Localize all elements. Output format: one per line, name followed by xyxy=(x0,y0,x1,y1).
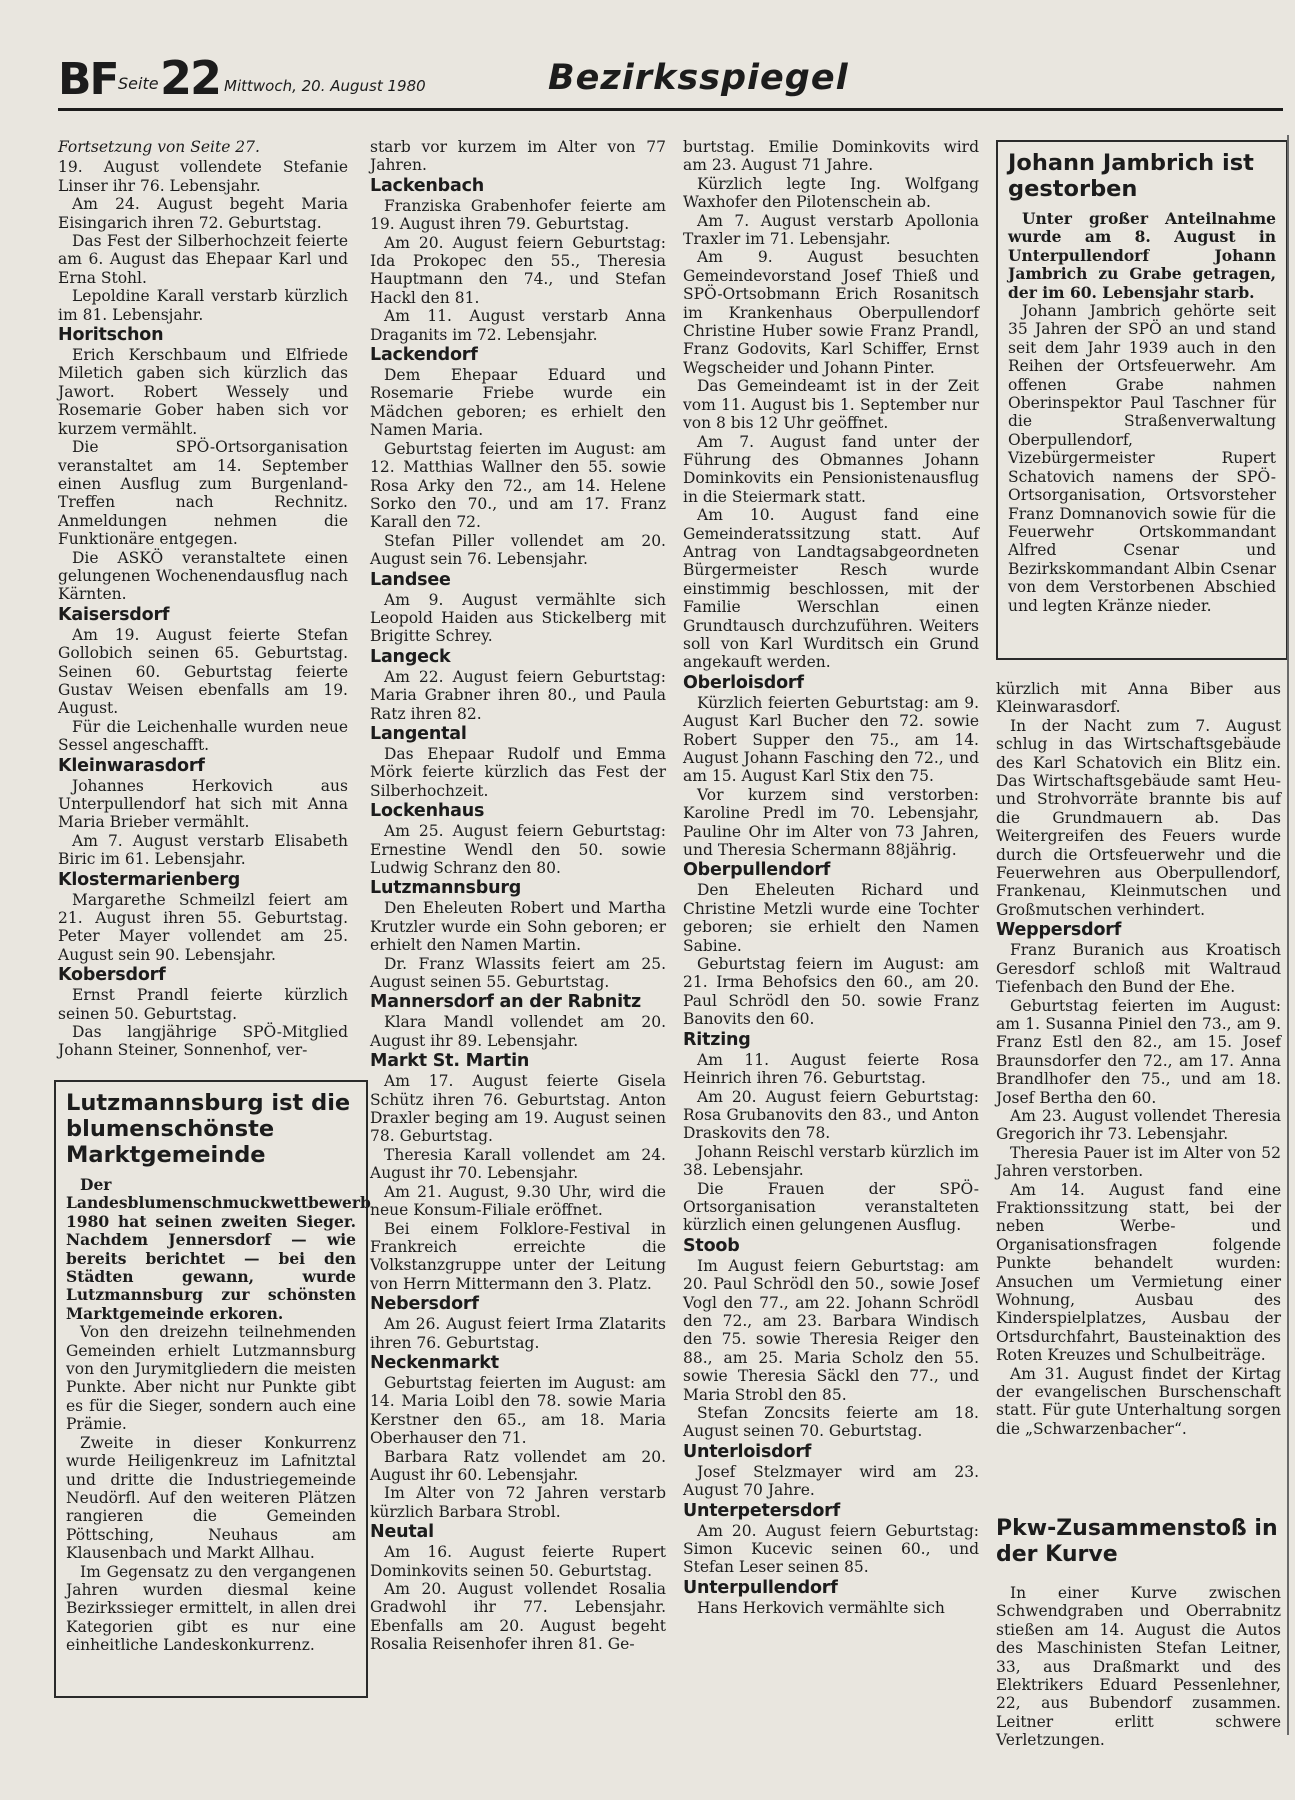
locality-heading: Unterpullendorf xyxy=(683,1577,838,1598)
news-paragraph: Dem Ehepaar Eduard und Rosemarie Friebe wurde ein Mädchen geboren; es erhielt den Namen Maria. xyxy=(370,366,666,440)
news-paragraph: Am 7. August fand unter der Führung des Obmannes Johann Dominkovits ein Pensionistenausflug in die Steiermark statt. xyxy=(683,432,979,506)
section-title: Bezirksspiegel xyxy=(548,58,849,98)
news-paragraph: Am 20. August feiern Geburtstag: Rosa Grubanovits den 83., und Anton Draskovits den 78. xyxy=(683,1087,979,1143)
header-rule xyxy=(58,108,1283,111)
news-paragraph: 19. August vollendete Stefanie Linser ihr 76. Lebensjahr. xyxy=(58,158,348,195)
news-paragraph: Josef Stelzmayer wird am 23. August 70 Jahre. xyxy=(683,1462,979,1500)
news-paragraph: Am 14. August fand eine Fraktionssitzung statt, bei der neben Werbe- und Organisationsfragen folgende Punkte behandelt wurden: Ansuchen um Vermietung einer Wohnung, Ausbau des Kinderspielplatzes, Ausbau der Ortsdurchfahrt, Bausteinaktion des Roten Kreuzes und Schulbeiträge. xyxy=(996,1180,1281,1365)
column-4 xyxy=(996,680,1281,1728)
news-paragraph: Franziska Grabenhofer feierte am 19. August ihren 79. Geburtstag. xyxy=(370,196,666,234)
article-box-lutzmannsburg xyxy=(54,1080,371,1698)
news-paragraph: Am 25. August feiern Geburtstag: Ernestine Wendl den 50. sowie Ludwig Schranz den 80. xyxy=(370,822,666,877)
news-paragraph: Hans Herkovich vermählte sich xyxy=(697,1598,945,1617)
issue-date: Mittwoch, 20. August 1980 xyxy=(224,77,426,95)
news-paragraph: Erich Kerschbaum und Elfriede Miletich gaben sich kürzlich das Jawort. Robert Wessely und Rosemarie Gober haben sich vor kurzem vermählt. xyxy=(58,346,348,438)
news-paragraph: starb vor kurzem im Alter von 77 Jahren. xyxy=(370,138,666,175)
news-paragraph: Kürzlich feierten Geburtstag: am 9. August Karl Bucher den 72. sowie Robert Supper den 75., am 14. August Johann Fasching den 72., und am 15. August Karl Stix den 75. xyxy=(683,693,979,786)
locality-heading: Klostermarienberg xyxy=(58,869,241,890)
news-paragraph: Geburtstag feierten im August: am 14. Maria Loibl den 78. sowie Maria Kerstner den 65., am 18. Maria Oberhauser den 71. xyxy=(370,1373,666,1448)
news-paragraph: Am 11. August verstarb Anna Draganits im 72. Lebensjahr. xyxy=(370,307,666,344)
article-lead: Der Landesblumenschmuckwettbewerb 1980 hat seinen zweiten Sieger. Nachdem Jennersdorf — wie bereits berichtet — bei den Städten gewann, wurde Lutzmannsburg zur schönsten Marktgemeinde erkoren. xyxy=(66,1175,371,1323)
locality-heading: Neutal xyxy=(370,1522,434,1543)
locality-heading: Unterloisdorf xyxy=(683,1441,812,1462)
news-paragraph: Stefan Zoncsits feierte am 18. August seinen 70. Geburtstag. xyxy=(683,1404,979,1441)
news-paragraph: Am 10. August fand eine Gemeinderatssitzung statt. Auf Antrag von Landtagsabgeordneten Bürgermeister Resch wurde einstimmig beschlossen, mit der Familie Werschlan einen Grundtausch durchzuführen. Weiters soll von Karl Wurditsch ein Grund angekauft werden. xyxy=(683,506,979,672)
news-paragraph: Für die Leichenhalle wurden neue Sessel angeschafft. xyxy=(58,717,348,755)
column-3 xyxy=(683,138,979,1728)
article-paragraph: Von den dreizehn teilnehmenden Gemeinden erhielt Lutzmannsburg von den Jurymitgliedern die meisten Punkte. Aber nicht nur Punkte gibt es für die Sieger, sondern auch eine Prämie. xyxy=(66,1323,356,1434)
news-paragraph: Das Fest der Silberhochzeit feierte am 6. August das Ehepaar Karl und Erna Stohl. xyxy=(58,232,348,287)
locality-heading: Markt St. Martin xyxy=(370,1051,530,1072)
locality-heading: Unterpetersdorf xyxy=(683,1500,841,1521)
continuation-note: Fortsetzung von Seite 27. xyxy=(58,138,260,156)
news-paragraph: Franz Buranich aus Kroatisch Geresdorf schloß mit Waltraud Tiefenbach den Bund der Ehe. xyxy=(996,941,1281,997)
article-headline: Lutzmannsburg ist die blumenschönste Marktgemeinde xyxy=(66,1090,351,1168)
article-paragraph: Zweite in dieser Konkurrenz wurde Heiligenkreuz im Lafnitztal und dritte die Industriegemeinde Neudörfl. Auf den weiteren Plätzen rangieren die Gemeinden Pöttsching, Neuhaus am Klausenbach und Markt Allhau. xyxy=(66,1433,356,1563)
article-pkw xyxy=(996,1584,1281,1750)
news-paragraph: Lepoldine Karall verstarb kürzlich im 81. Lebensjahr. xyxy=(58,287,348,324)
news-paragraph: Barbara Ratz vollendet am 20. August ihr 60. Lebensjahr. xyxy=(370,1447,666,1484)
locality-heading: Oberloisdorf xyxy=(683,672,804,693)
locality-heading: Lutzmannsburg xyxy=(370,878,522,899)
news-paragraph: Am 20. August feiern Geburtstag: Simon Kucevic seinen 60., und Stefan Leser seinen 85. xyxy=(683,1521,979,1577)
news-paragraph: Die SPÖ-Ortsorganisation veranstaltet am 14. September einen Ausflug zum Burgenland-Treffen nach Rechnitz. Anmeldungen nehmen die Funktionäre entgegen. xyxy=(58,438,348,549)
news-paragraph: Geburtstag feiern im August: am 21. Irma Behofsics den 60., am 20. Paul Schrödl den 50. sowie Franz Banovits den 60. xyxy=(683,955,979,1029)
news-paragraph: Johannes Herkovich aus Unterpullendorf hat sich mit Anna Maria Brieber vermählt. xyxy=(58,776,348,832)
news-paragraph: Die ASKÖ veranstaltete einen gelungenen Wochenendausflug nach Kärnten. xyxy=(58,548,348,604)
article-box-jambrich xyxy=(996,140,1288,660)
locality-heading: Kleinwarasdorf xyxy=(58,755,205,776)
news-paragraph: Ernst Prandl feierte kürzlich seinen 50. Geburtstag. xyxy=(58,986,348,1023)
paper-logo: BF xyxy=(58,54,118,105)
locality-heading: Kaisersdorf xyxy=(58,604,170,625)
news-paragraph: Stefan Piller vollendet am 20. August sein 76. Lebensjahr. xyxy=(370,531,666,569)
locality-heading: Ritzing xyxy=(683,1029,751,1050)
news-paragraph: Am 7. August verstarb Apollonia Traxler im 71. Lebensjahr. xyxy=(683,211,979,249)
news-paragraph: Kürzlich legte Ing. Wolfgang Waxhofer den Pilotenschein ab. xyxy=(683,174,979,212)
news-paragraph: Den Eheleuten Richard und Christine Metzli wurde eine Tochter geboren; sie erhielt den Namen Sabine. xyxy=(683,881,979,955)
article-paragraph: Johann Jambrich gehörte seit 35 Jahren der SPÖ an und stand seit dem Jahr 1939 auch in den Reihen der Ortsfeuerwehr. Am offenen Grabe nahmen Oberinspektor Paul Taschner für die Straßenverwaltung Oberpullendorf, Vizebürgermeister Rupert Schatovich namens der SPÖ-Ortsorganisation, Ortsvorsteher Franz Domnanovich sowie für die Feuerwehr Ortskommandant Alfred Csenar und Bezirkskommandant Albin Csenar von dem Verstorbenen Abschied und legten Kränze nieder. xyxy=(1008,302,1276,615)
news-paragraph: Am 24. August begeht Maria Eisingarich ihren 72. Geburtstag. xyxy=(58,195,348,232)
page-edge-rule xyxy=(1287,135,1289,1735)
news-paragraph: Am 26. August feiert Irma Zlatarits ihren 76. Geburtstag. xyxy=(370,1315,666,1352)
page-header xyxy=(58,52,1283,112)
news-paragraph: Am 19. August feierte Stefan Gollobich seinen 65. Geburtstag. Seinen 60. Geburtstag feierte Gustav Weisen ebenfalls am 19. August. xyxy=(58,625,348,718)
news-paragraph: Im Alter von 72 Jahren verstarb kürzlich Barbara Strobl. xyxy=(370,1484,666,1521)
locality-heading: Nebersdorf xyxy=(370,1294,479,1315)
news-paragraph: Dr. Franz Wlassits feiert am 25. August seinen 55. Geburtstag. xyxy=(370,954,666,992)
news-paragraph: Am 22. August feiern Geburtstag: Maria Grabner ihren 80., und Paula Ratz ihren 82. xyxy=(370,667,666,723)
news-paragraph: Am 7. August verstarb Elisabeth Biric im 61. Lebensjahr. xyxy=(58,831,348,869)
news-paragraph: Am 17. August feierte Gisela Schütz ihren 76. Geburtstag. Anton Draxler beging am 19. August seinen 78. Geburtstag. xyxy=(370,1072,666,1146)
page-label: Seite xyxy=(118,74,159,93)
locality-heading: Weppersdorf xyxy=(996,920,1122,941)
news-paragraph: Am 16. August feierte Rupert Dominkovits seinen 50. Geburtstag. xyxy=(370,1543,666,1580)
locality-heading: Lockenhaus xyxy=(370,801,485,822)
news-paragraph: Johann Reischl verstarb kürzlich im 38. Lebensjahr. xyxy=(683,1142,979,1180)
news-paragraph: Am 9. August vermählte sich Leopold Haiden aus Stickelberg mit Brigitte Schrey. xyxy=(370,590,666,646)
news-paragraph: Den Eheleuten Robert und Martha Krutzler wurde ein Sohn geboren; er erhielt den Namen Martin. xyxy=(370,899,666,955)
news-paragraph: Klara Mandl vollendet am 20. August ihr 89. Lebensjahr. xyxy=(370,1013,666,1050)
news-paragraph: Bei einem Folklore-Festival in Frankreich erreichte die Volkstanzgruppe unter der Leitung von Herrn Mittermann den 3. Platz. xyxy=(370,1219,666,1293)
news-paragraph: Am 31. August findet der Kirtag der evangelischen Burschenschaft statt. Für gute Unterhaltung sorgen die „Schwarzenbacher“. xyxy=(996,1364,1281,1438)
news-paragraph: Margarethe Schmeilzl feiert am 21. August ihren 55. Geburtstag. Peter Mayer vollendet am 25. August sein 90. Lebensjahr. xyxy=(58,890,348,964)
news-paragraph: Am 9. August besuchten Gemeindevorstand Josef Thieß und SPÖ-Ortsobmann Erich Rosanitsch im Krankenhaus Oberpullendorf Christine Huber sowie Franz Prandl, Franz Godovits, Karl Schiffer, Ernst Wegscheider und Johann Pinter. xyxy=(683,248,979,377)
news-paragraph: Das Gemeindeamt ist in der Zeit vom 11. August bis 1. September nur von 8 bis 12 Uhr geöffnet. xyxy=(683,377,979,433)
article-lead: Unter großer Anteilnahme wurde am 8. August in Unterpullendorf Johann Jambrich zu Grabe getragen, der im 60. Lebensjahr starb. xyxy=(1008,209,1276,302)
news-paragraph: Das langjährige SPÖ-Mitglied Johann Steiner, Sonnenhof, ver- xyxy=(58,1023,348,1060)
locality-heading: Langeck xyxy=(370,646,451,667)
news-paragraph: Am 20. August feiern Geburtstag: Ida Prokopec den 55., Theresia Hauptmann den 74., und Stefan Hackl den 81. xyxy=(370,233,666,307)
locality-heading: Langental xyxy=(370,723,467,744)
locality-heading: Mannersdorf an der Rabnitz xyxy=(370,992,642,1013)
locality-heading: Landsee xyxy=(370,569,451,590)
article-headline: Johann Jambrich ist gestorben xyxy=(1008,150,1254,202)
locality-heading: Lackendorf xyxy=(370,345,478,366)
article-headline-pkw: Pkw-Zusammenstoß in der Kurve xyxy=(996,1516,1278,1567)
news-paragraph: Im August feiern Geburtstag: am 20. Paul Schrödl den 50., sowie Josef Vogl den 77., am 22. Johann Schrödl den 72., am 23. Barbara Windisch den 75. sowie Theresia Reiger den 88., am 25. Maria Scholz den 55. sowie Theresia Säckl den 77., und Maria Strobl den 85. xyxy=(683,1256,979,1404)
news-paragraph: Theresia Karall vollendet am 24. August ihr 70. Lebensjahr. xyxy=(370,1145,666,1183)
article-paragraph: Im Gegensatz zu den vergangenen Jahren wurden diesmal keine Bezirkssieger ermittelt, in allen drei Kategorien gibt es nur eine einheitliche Landeskonkurrenz. xyxy=(66,1562,356,1655)
news-paragraph: Theresia Pauer ist im Alter von 52 Jahren verstorben. xyxy=(996,1143,1281,1181)
news-paragraph: Am 20. August vollendet Rosalia Gradwohl ihr 77. Lebensjahr. Ebenfalls am 20. August begeht Rosalia Reisenhofer ihren 81. Ge- xyxy=(370,1580,666,1654)
news-paragraph: Die Frauen der SPÖ-Ortsorganisation veranstalteten kürzlich einen gelungenen Ausflug. xyxy=(683,1179,979,1235)
news-paragraph: In der Nacht zum 7. August schlug in das Wirtschaftsgebäude des Karl Schatovich ein Blitz ein. Das Wirtschaftsgebäude samt Heu- und Strohvorräte brannte bis auf die Grundmauern ab. Das Weitergreifen des Feuers wurde durch die Ortsfeuerwehr und die Feuerwehren aus Oberpullendorf, Frankenau, Kleinmutschen und Großmutschen verhindert. xyxy=(996,716,1281,919)
locality-heading: Kobersdorf xyxy=(58,965,166,986)
column-1 xyxy=(58,138,348,1088)
locality-heading: Neckenmarkt xyxy=(370,1352,499,1373)
news-paragraph: kürzlich mit Anna Biber aus Kleinwarasdorf. xyxy=(996,680,1281,717)
news-paragraph: burtstag. Emilie Dominkovits wird am 23. August 71 Jahre. xyxy=(683,138,979,175)
news-paragraph: Vor kurzem sind verstorben: Karoline Predl im 70. Lebensjahr, Pauline Ohr im Alter von 73 Jahren, und Theresia Schermann 88jährig. xyxy=(683,785,979,860)
news-paragraph: Geburtstag feierten im August: am 12. Matthias Wallner den 55. sowie Rosa Arky den 72., am 14. Helene Sorko den 70., und am 17. Franz Karall den 72. xyxy=(370,439,666,532)
locality-heading: Horitschon xyxy=(58,325,164,346)
locality-heading: Stoob xyxy=(683,1235,740,1256)
news-paragraph: Das Ehepaar Rudolf und Emma Mörk feierte kürzlich das Fest der Silberhochzeit. xyxy=(370,744,666,800)
article-paragraph: In einer Kurve zwischen Schwendgraben und Oberrabnitz stießen am 14. August die Autos des Maschinisten Stefan Leitner, 33, aus Draßmarkt und des Elektrikers Eduard Pessenlehner, 22, aus Bubendorf zusammen. Leitner erlitt schwere Verletzungen. xyxy=(996,1584,1281,1750)
news-paragraph: Am 23. August vollendet Theresia Gregorich ihr 73. Lebensjahr. xyxy=(996,1106,1281,1144)
locality-heading: Oberpullendorf xyxy=(683,860,831,881)
news-paragraph: Am 21. August, 9.30 Uhr, wird die neue Konsum-Filiale eröffnet. xyxy=(370,1182,666,1220)
page-number: 22 xyxy=(160,51,221,105)
news-paragraph: Geburtstag feierten im August: am 1. Susanna Piniel den 73., am 9. Franz Estl den 82., am 15. Josef Braunsdorfer den 72., am 17. Anna Brandlhofer den 75., und am 18. Josef Bertha den 60. xyxy=(996,996,1281,1107)
locality-heading: Lackenbach xyxy=(370,175,484,196)
column-2 xyxy=(370,138,666,1728)
news-paragraph: Am 11. August feierte Rosa Heinrich ihren 76. Geburtstag. xyxy=(683,1050,979,1088)
